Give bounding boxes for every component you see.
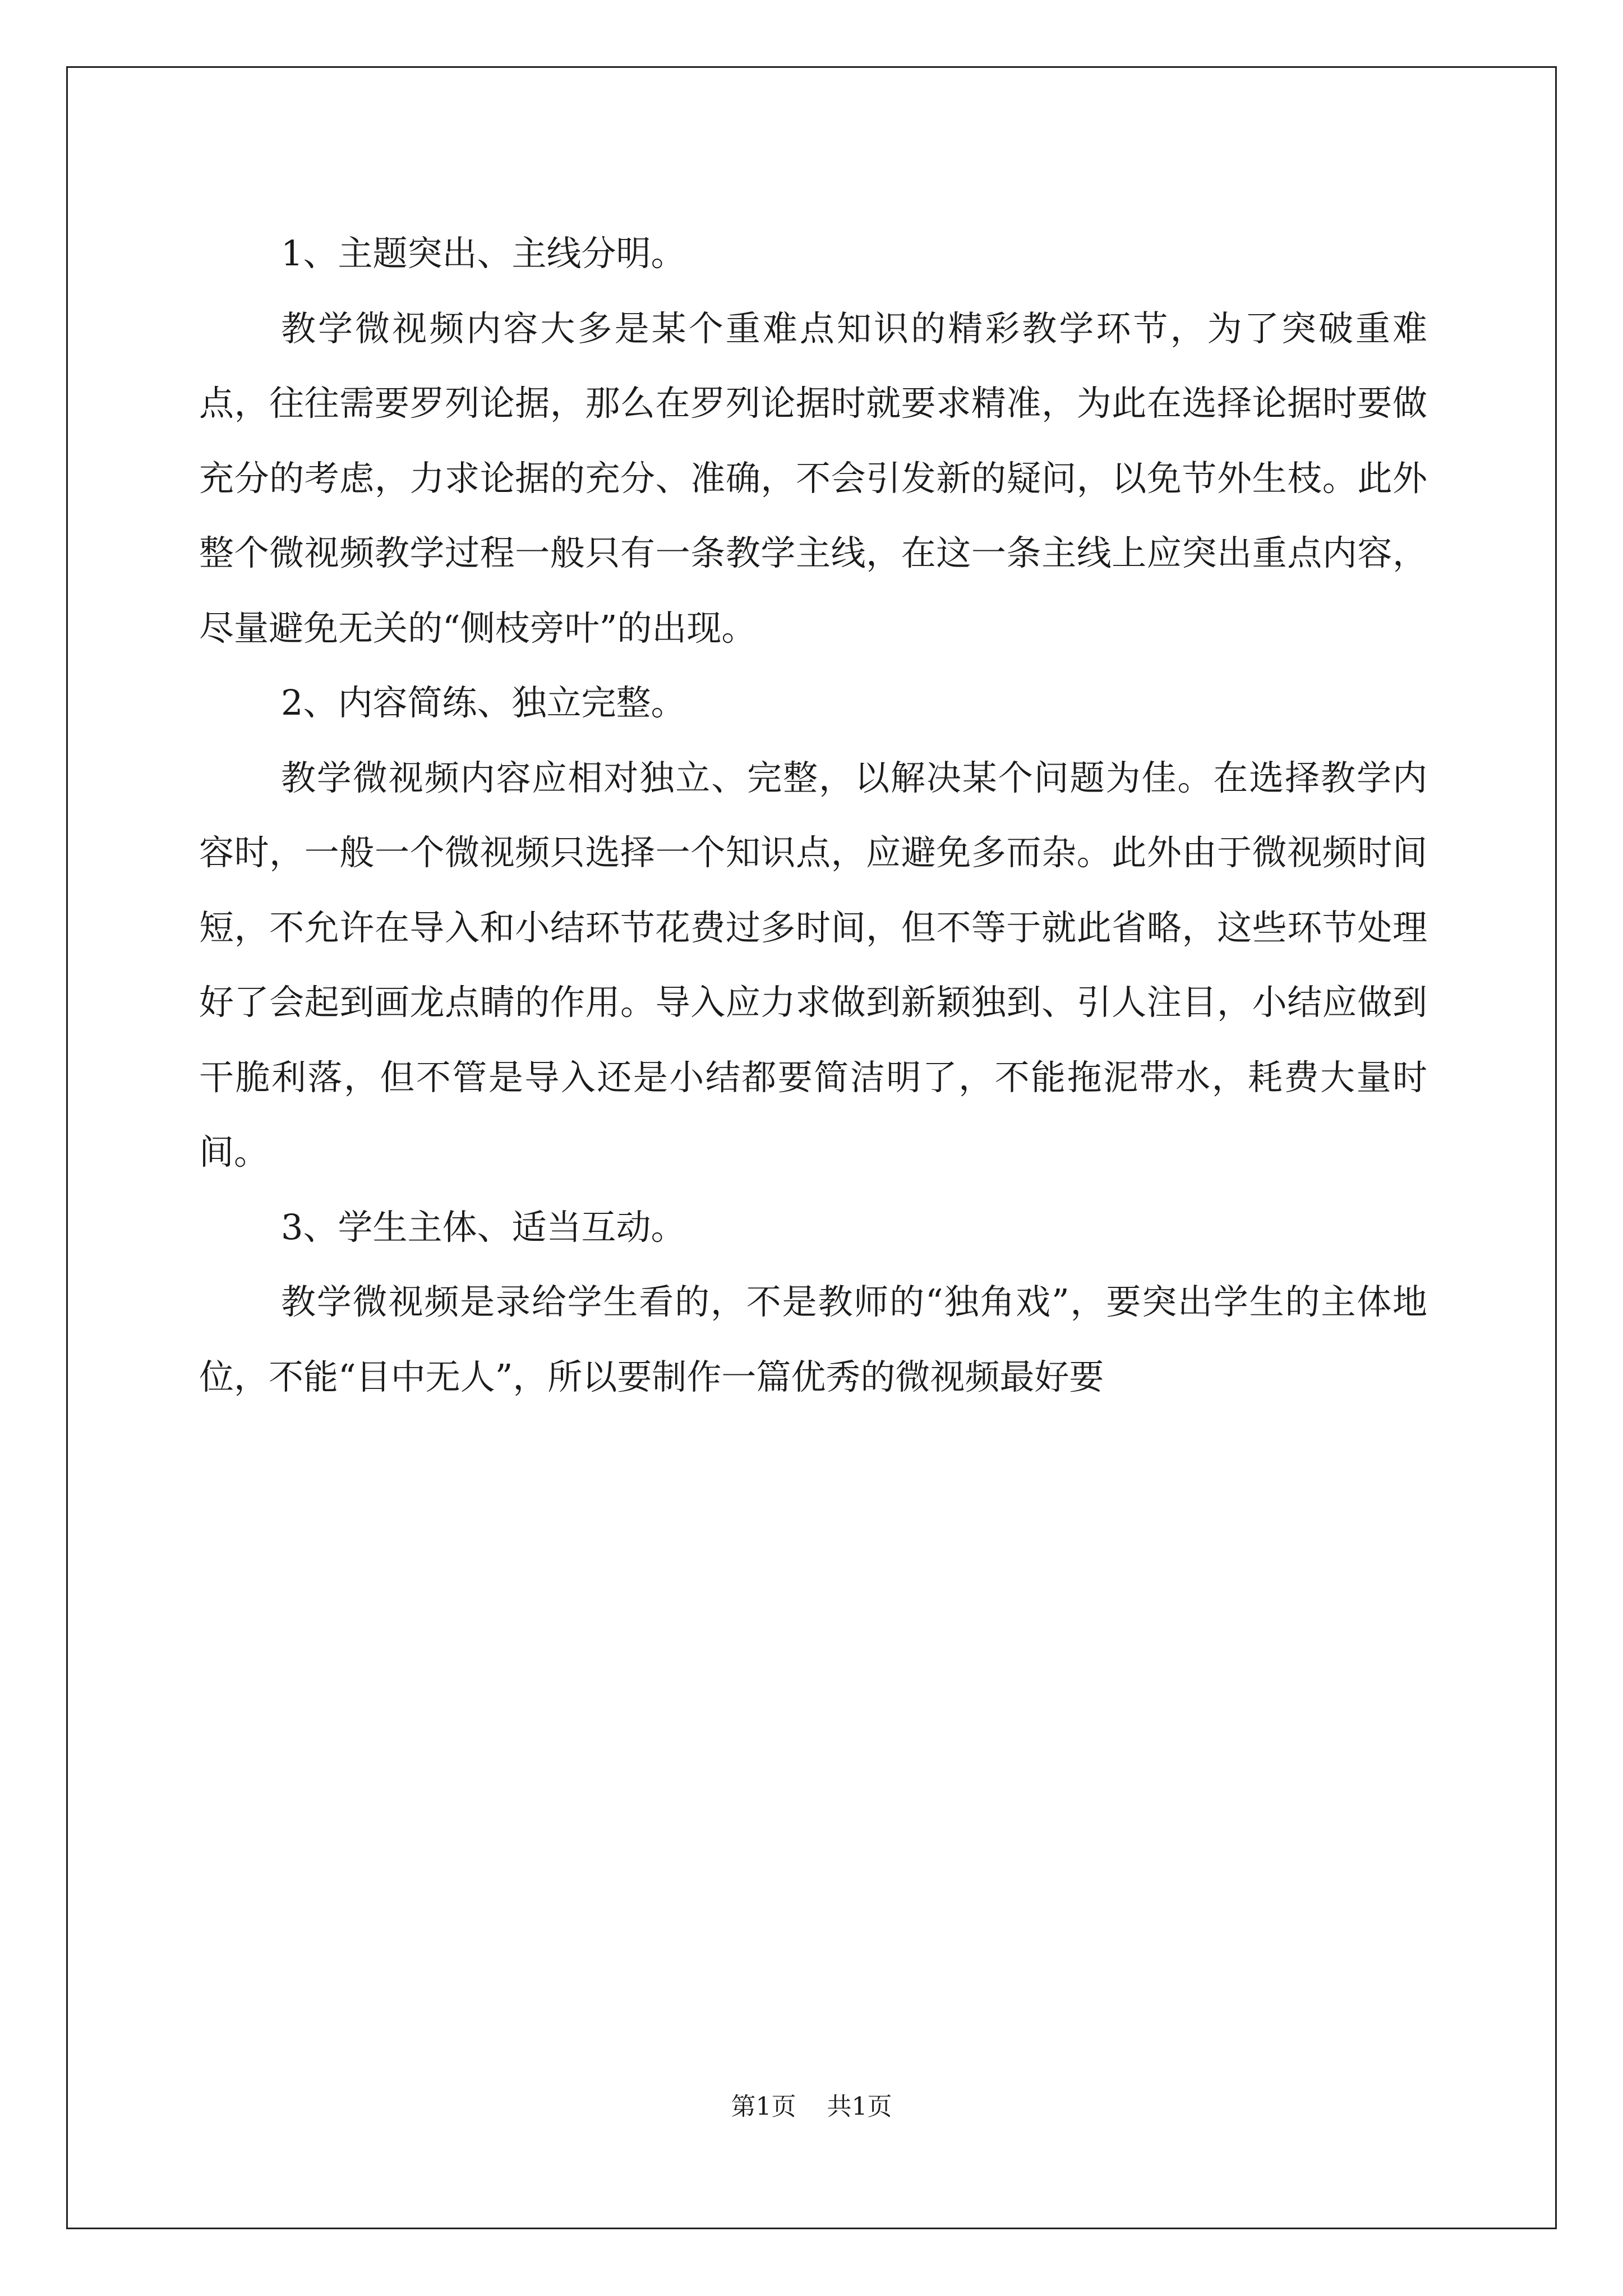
document-body [199,216,1427,1414]
paragraph-1: 教学微视频内容大多是某个重难点知识的精彩教学环节，为了突破重难点，往往需要罗列论据，那么在罗列论据时就要求精准，为此在选择论据时要做充分的考虑，力求论据的充分、准确，不会引发新的疑问，以免节外生枝。此外整个微视频教学过程一般只有一条教学主线，在这一条主线上应突出重点内容，尽量避免无关的“侧枝旁叶”的出现。 [199,307,1427,648]
heading-2: 2、内容简练、独立完整。 [281,682,686,723]
heading-1: 1、主题突出、主线分明。 [281,233,686,274]
paragraph-3: 教学微视频是录给学生看的，不是教师的“独角戏”，要突出学生的主体地位，不能“目中无人”，所以要制作一篇优秀的微视频最好要 [199,1281,1427,1397]
page-footer [0,2090,1623,2124]
page-total: 共1页 [827,2092,892,2121]
paragraph-2: 教学微视频内容应相对独立、完整，以解决某个问题为佳。在选择教学内容时，一般一个微视频只选择一个知识点，应避免多而杂。此外由于微视频时间短，不允许在导入和小结环节花费过多时间，但不等于就此省略，这些环节处理好了会起到画龙点睛的作用。导入应力求做到新颖独到、引人注目，小结应做到干脆利落，但不管是导入还是小结都要简洁明了，不能拖泥带水，耗费大量时间。 [199,757,1427,1172]
page-number: 第1页 [731,2092,796,2121]
heading-3: 3、学生主体、适当互动。 [281,1206,686,1248]
